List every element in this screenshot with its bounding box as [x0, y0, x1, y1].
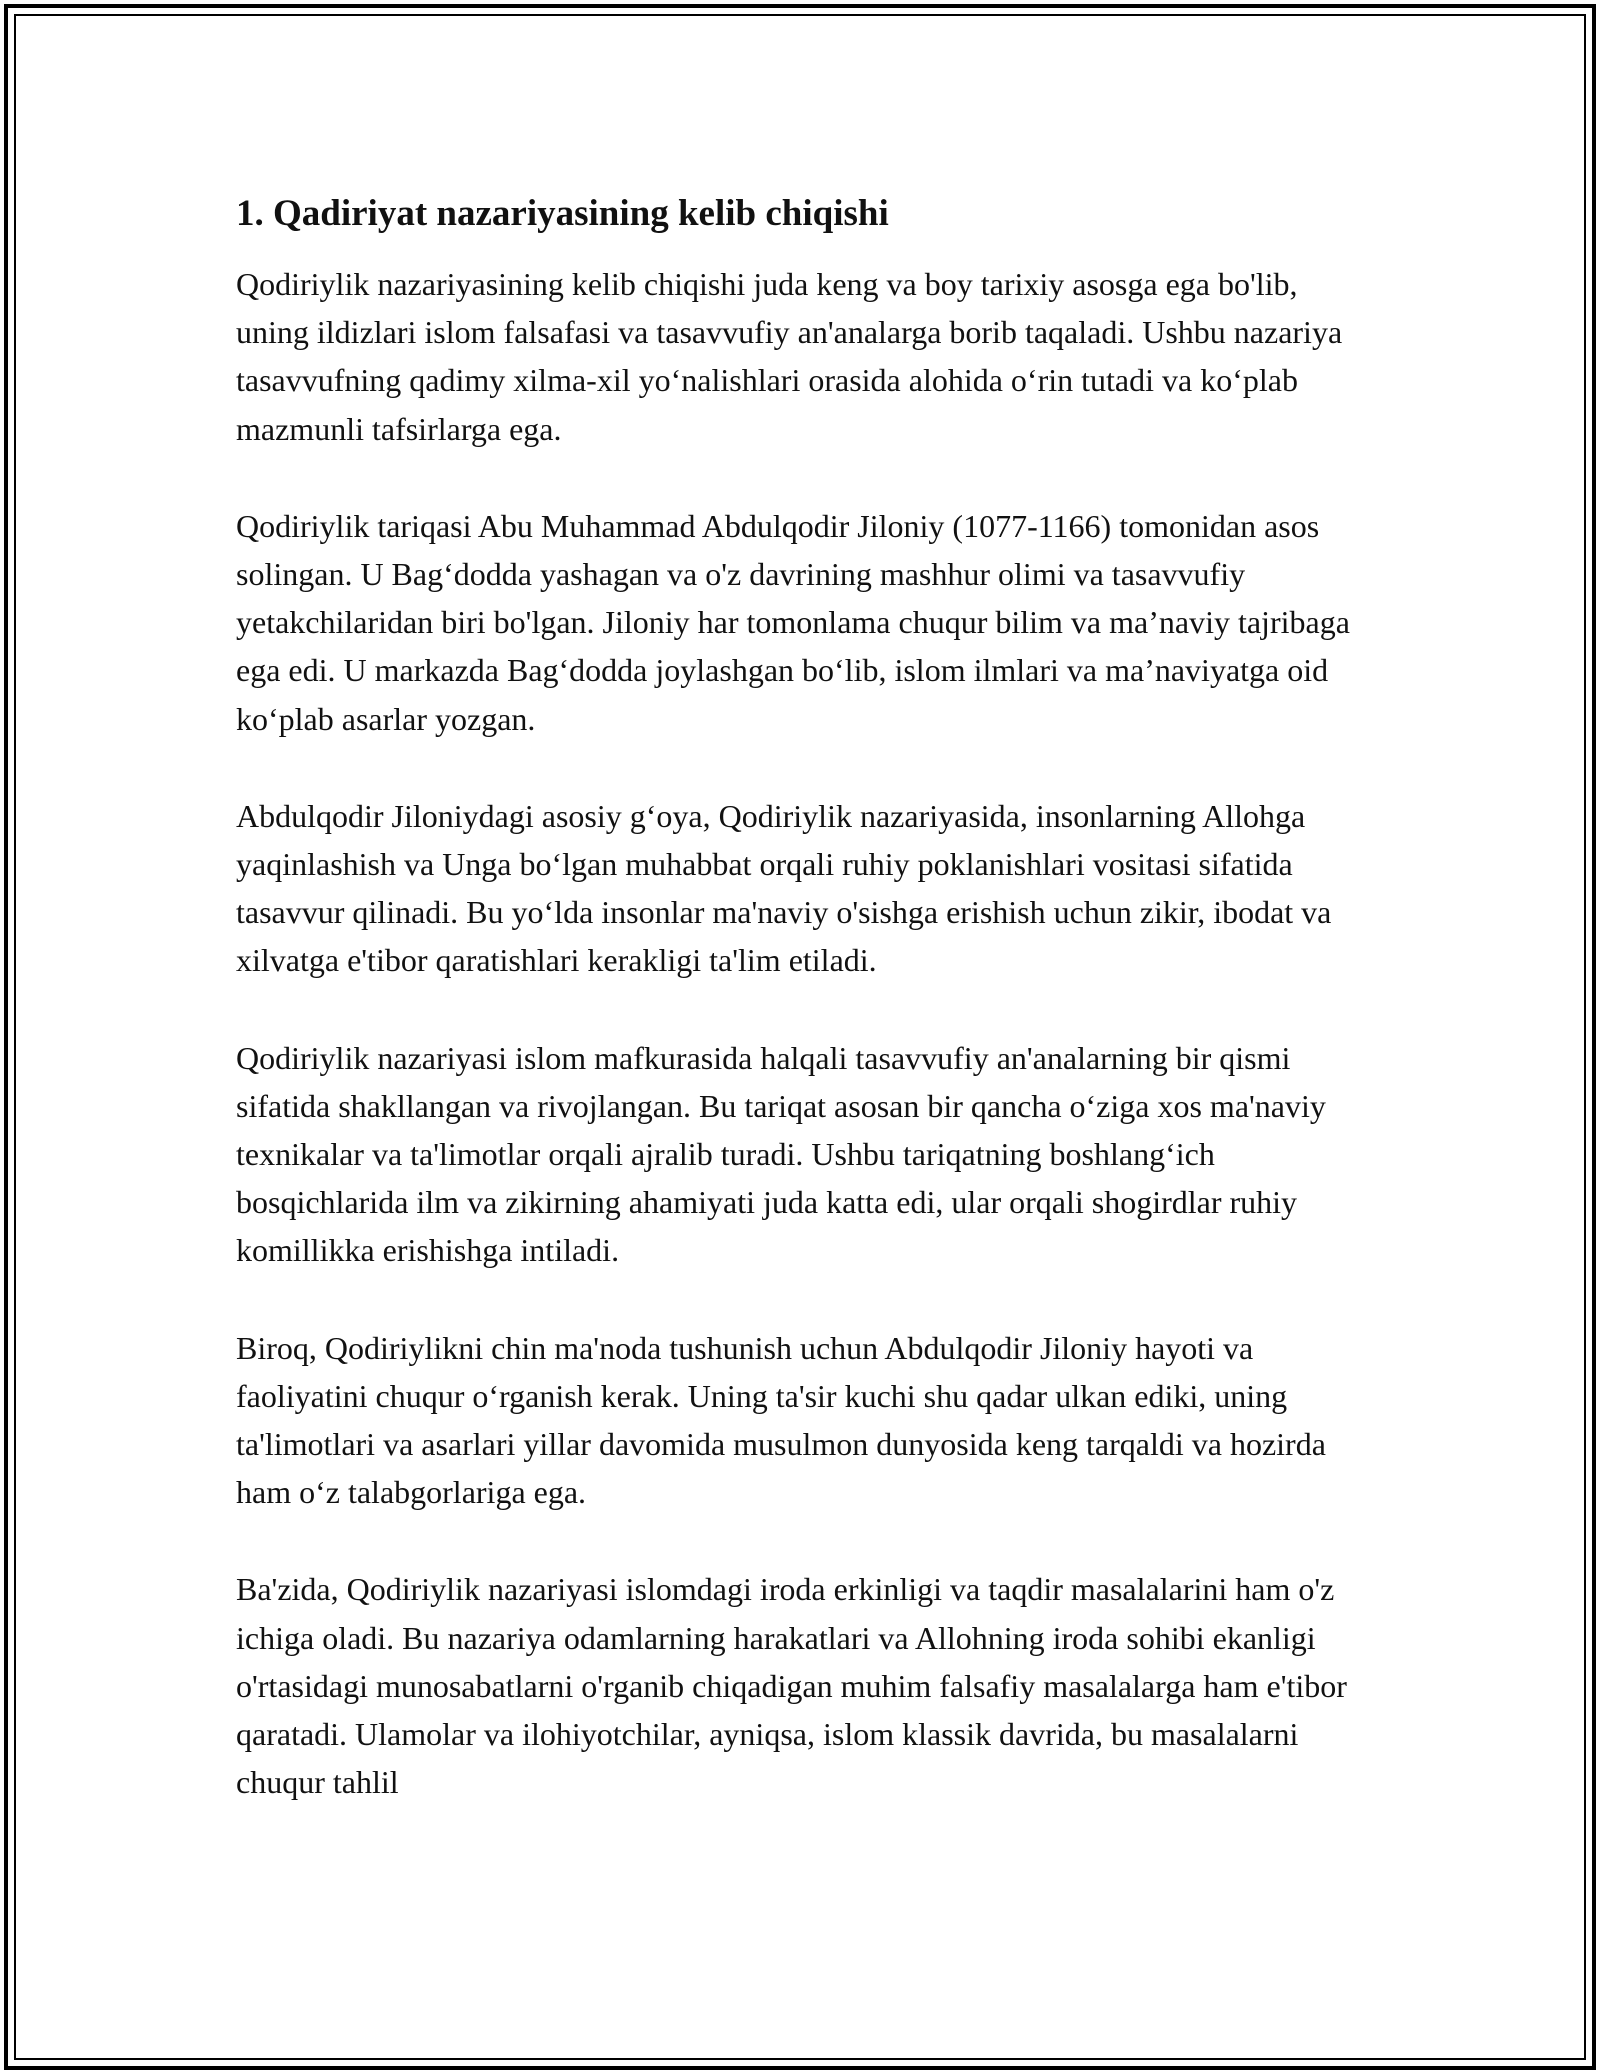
paragraph-5: Biroq, Qodiriylikni chin ma'noda tushunish uchun Abdulqodir Jiloniy hayoti va faoliyatini chuqur o‘rganish kerak. Uning ta'sir kuchi shu qadar ulkan ediki, uning ta'limotlari va asarlari yillar davomida musulmon dunyosida keng tarqaldi va hozirda ham o‘z talabgorlariga ega. [236, 1329, 1326, 1511]
paragraph-3: Abdulqodir Jiloniydagi asosiy g‘oya, Qodiriylik nazariyasida, insonlarning Allohga yaqinlashish va Unga bo‘lgan muhabbat orqali ruhiy poklanishlari vositasi sifatida tasavvur qilinadi. Bu yo‘lda insonlar ma'naviy o'sishga erishish uchun zikir, ibodat va xilvatga e'tibor qaratishlari kerakligi ta'lim etiladi. [236, 797, 1332, 979]
paragraph-1: Qodiriylik nazariyasining kelib chiqishi juda keng va boy tarixiy asosga ega bo'lib, uning ildizlari islom falsafasi va tasavvufiy an'analarga borib taqaladi. Ushbu nazariya tasavvufning qadimy xilma-xil yo‘nalishlari orasida alohida o‘rin tutadi va ko‘plab mazmunli tafsirlarga ega. [236, 266, 1343, 447]
paragraph-4: Qodiriylik nazariyasi islom mafkurasida halqali tasavvufiy an'analarning bir qismi sifatida shakllangan va rivojlangan. Bu tariqat asosan bir qancha o‘ziga xos ma'naviy texnikalar va ta'limotlar orqali ajralib turadi. Ushbu tariqatning boshlang‘ich bosqichlarida ilm va zikirning ahamiyati juda katta edi, ular orqali shogirdlar ruhiy komillikka erishishga intiladi. [236, 1039, 1326, 1269]
document-body [236, 190, 1366, 1855]
paragraph-6: Ba'zida, Qodiriylik nazariyasi islomdagi iroda erkinligi va taqdir masalalarini ham o'z ichiga oladi. Bu nazariya odamlarning harakatlari va Allohning iroda sohibi ekanligi o'rtasidagi munosabatlarni o'rganib chiqadigan muhim falsafiy masalalarga ham e'tibor qaratadi. Ulamolar va ilohiyotchilar, ayniqsa, islom klassik davrida, bu masalalarni chuqur tahlil [236, 1571, 1347, 1801]
section-heading: 1. Qadiriyat nazariyasining kelib chiqishi [236, 193, 889, 234]
paragraph-2: Qodiriylik tariqasi Abu Muhammad Abdulqodir Jiloniy (1077-1166) tomonidan asos solingan. U Bag‘dodda yashagan va o'z davrining mashhur olimi va tasavvufiy yetakchilaridan biri bo'lgan. Jiloniy har tomonlama chuqur bilim va ma’naviy tajribaga ega edi. U markazda Bag‘dodda joylashgan bo‘lib, islom ilmlari va ma’naviyatga oid ko‘plab asarlar yozgan. [236, 507, 1350, 737]
